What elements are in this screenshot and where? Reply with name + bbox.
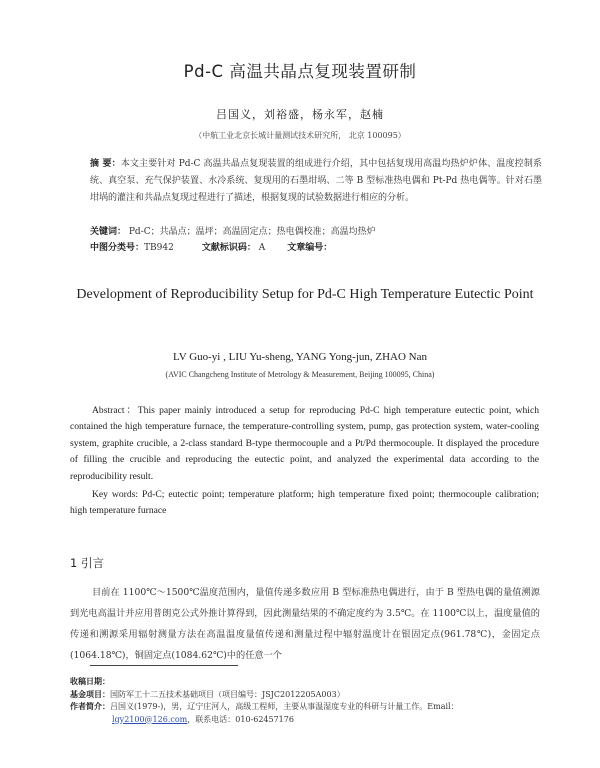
chinese-affiliation: （中航工业北京长城计量测试技术研究所， 北京 100095） [194,131,406,140]
english-title: Development of Reproducibility Setup for Pd-C High Temperature Eutectic Point [76,287,534,302]
chinese-title: Pd-C 高温共晶点复现装置研制 [183,62,417,81]
clc-label: 中图分类号： [90,243,145,253]
chinese-authors: 吕国义，刘裕盛，杨永军，赵楠 [216,108,384,121]
footnotes [70,676,540,726]
doc-code-value: A [255,243,266,253]
fund-label: 基金项目： [70,689,110,699]
classification-line [90,240,542,256]
chinese-abstract-label: 摘 要： [90,159,121,169]
phone-text: ，联系电话：010-62457176 [187,714,294,724]
english-abstract: Abstract：This paper mainly introduced a setup for reproducing Pd-C high temperature eutectic point, which contained the high temperature furnace, the temperature-controlling system, pump, gas protection system, water-cooling system, graphite crucible, a 2-class standard B-type thermocouple and a Pt/Pd thermocouple. It displayed the procedure of filling the crucible and reproducing the eutectic point, and analyzed the experimental data according to the reproducibility result. [70,405,539,482]
article-number-label: 文章编号： [287,243,333,253]
chinese-keywords-label: 关键词： [90,227,127,237]
footnote-contact [70,714,540,727]
chinese-abstract-text: 本文主要针对 Pd-C 高温共晶点复现装置的组成进行介绍，其中包括复现用高温均热炉炉体、温度控制系统、真空泵、充气保护装置、水冷系统、复现用的石墨坩埚、二等 B 型标准热电偶和 Pt-Pd 热电偶等。针对石墨坩埚的灌注和共晶点复现过程进行了描述，根据复现的试验数据进行相应的分析。 [90,159,542,203]
introduction-paragraph: 目前在 1100℃～1500℃温度范围内，量值传递多数应用 B 型标准热电偶进行，由于 B 型热电偶的量值溯源到光电高温计并应用普朗克公式外推计算得到，因此测量结果的不确定度约为 3.5℃。在 1100℃以上，温度量值的传递和溯源采用辐射测量方法在高温温度量值传递和测量过程中辐射温度计在银固定点(961.78℃)，金固定点(1064.18℃)，铜固定点(1084.62℃)中的任意一个 [70,587,540,661]
footnote-divider [90,665,238,666]
footnote-received [70,676,540,689]
footnote-fund [70,689,540,702]
author-bio-text: 吕国义(1979-)，男，辽宁庄河人，高级工程师，主要从事温湿度专业的科研与计量工作。Email： [110,702,459,711]
email-link[interactable]: lgy2100@126.com [112,714,188,724]
clc-value: TB942 [144,243,174,253]
english-affiliation: (AVIC Changcheng Institute of Metrology & Measurement, Beijing 100095, China) [165,370,435,379]
chinese-keywords-text: Pd-C；共晶点；温坪；高温固定点；热电偶校准；高温均热炉 [126,227,376,237]
section-heading-introduction: 1 引言 [70,556,104,570]
english-authors: LV Guo-yi , LIU Yu-sheng, YANG Yong-jun, ZHAO Nan [172,351,427,363]
doc-code-label: 文献标识码： [201,243,256,253]
footnote-author [70,701,540,714]
chinese-keywords [90,224,542,240]
fund-text: 国防军工十二五技术基础项目（项目编号：JSJC2012205A003） [110,689,345,699]
english-keywords: Key words: Pd-C; eutectic point; temperature platform; high temperature fixed point; thermocouple calibration; high temperature furnace [70,489,539,517]
chinese-abstract [90,156,542,207]
author-bio-label: 作者简介： [70,702,110,711]
received-label: 收稿日期： [70,677,110,686]
